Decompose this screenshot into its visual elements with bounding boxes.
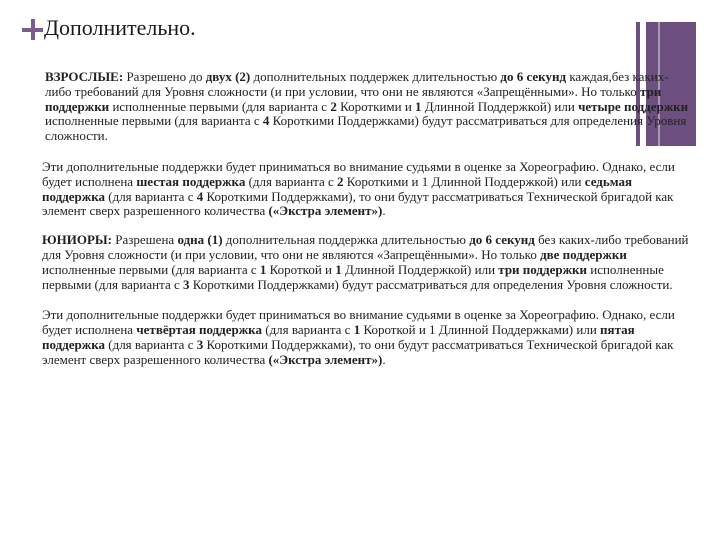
adults-extra-paragraph: Эти дополнительные поддержки будет приниматься во внимание судьями в оценке за Хореографию. Однако, если будет исполнена шестая поддержка (для варианта с 2 Короткими и 1 Длинной Поддержкой) или седьмая поддержка (для варианта с 4 Короткими Поддержками), то они будут рассматриваться Технической бригадой как элемент сверх разрешенного количества («Экстра элемент»). xyxy=(42,158,675,219)
slide-content xyxy=(42,70,692,368)
juniors-extra-paragraph: Эти дополнительные поддержки будет приниматься во внимание судьями в оценке за Хореографию. Однако, если будет исполнена четвёртая поддержка (для варианта с 1 Короткой и 1 Длинной Поддержками) или пятая поддержка (для варианта с 3 Короткими Поддержками), то они будут рассматриваться Технической бригадой как элемент сверх разрешенного количества («Экстра элемент»). xyxy=(42,307,675,367)
juniors-paragraph: ЮНИОРЫ: Разрешена одна (1) дополнительная поддержка длительностью до 6 секунд без каких-либо требований для Уровня сложности (и при условии, что они не являются «Запрещёнными». Но только две поддержки исполненные первыми (для варианта с 1 Короткой и 1 Длинной Поддержкой) или три поддержки исполненные первыми (для варианта с 3 Короткими Поддержками) будут рассматриваться для определения Уровня сложности. xyxy=(42,232,689,292)
adults-paragraph: ВЗРОСЛЫЕ: Разрешено до двух (2) дополнительных поддержек длительностью до 6 секунд каждая,без каких-либо требований для Уровня сложности (и при условии, что они не являются «Запрещёнными». Но только три поддержки исполненные первыми (для варианта с 2 Короткими и 1 Длинной Поддержкой) или четыре поддержки исполненные первыми (для варианта с 4 Короткими Поддержками) будут рассматриваться для определения Уровня сложности. xyxy=(45,69,689,144)
slide-title: Дополнительно. xyxy=(44,15,196,40)
plus-icon xyxy=(20,17,46,43)
